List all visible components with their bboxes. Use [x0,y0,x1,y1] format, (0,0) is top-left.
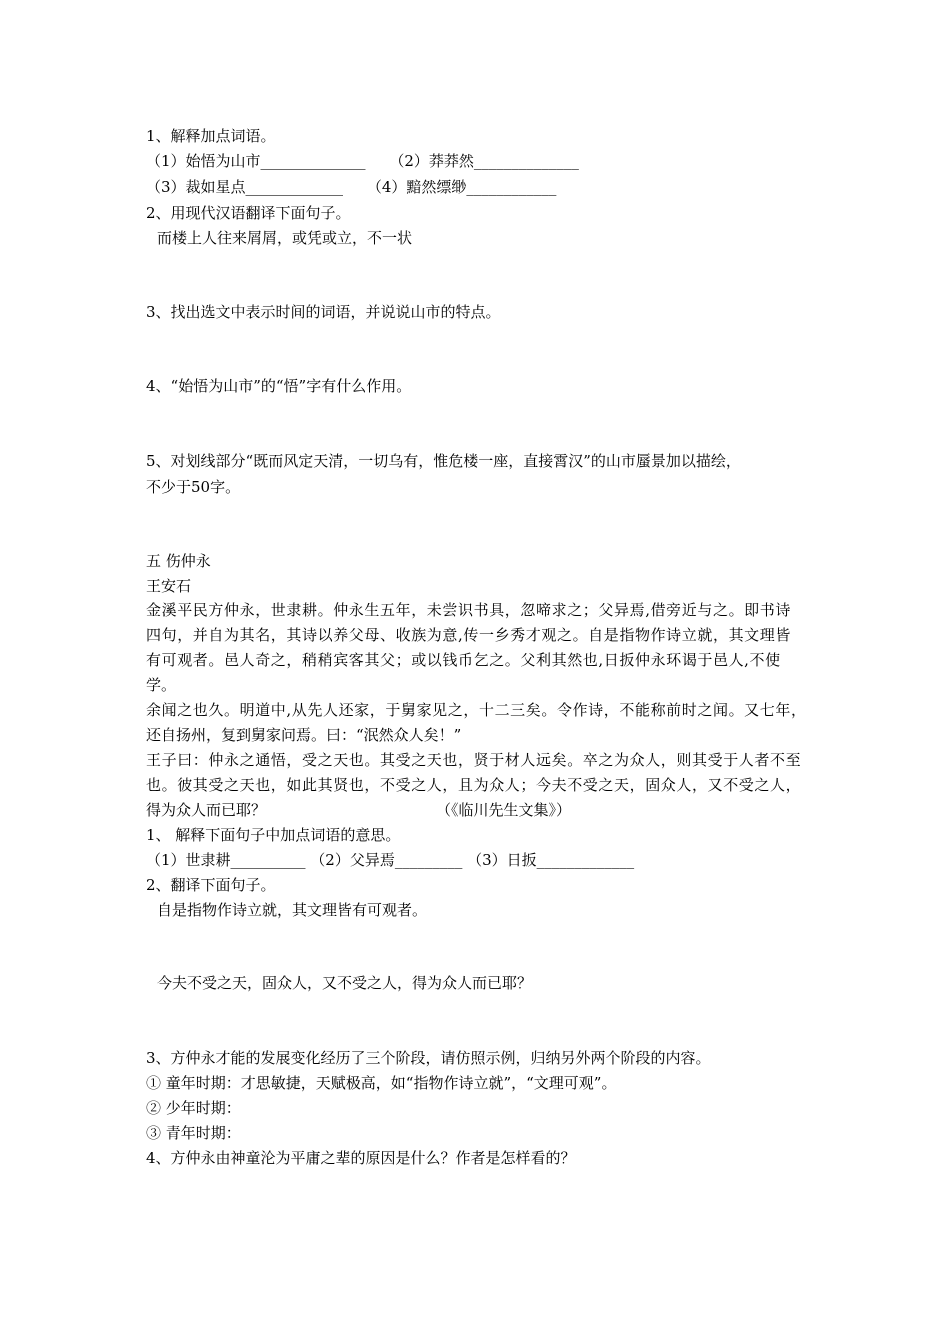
s4-q2-title: 2、用现代汉语翻译下面句子。 [146,204,351,222]
s4-q2-sentence: 而楼上人往来屑屑，或凭或立，不一状 [157,229,413,247]
s5-q2-sentence2: 今夫不受之天，固众人，又不受之人，得为众人而已耶？ [157,974,533,992]
s5-q3-item2: ② 少年时期： [146,1099,241,1117]
p1-line: 金溪平民方仲永，世隶耕。仲永生五年，未尝识书具，忽啼求之；父异焉,借旁近与之。即书诗 [146,601,791,619]
s4-q1-title: 1、解释加点词语。 [146,127,276,145]
p1-line: 四句，并自为其名，其诗以养父母、收族为意,传一乡秀才观之。自是指物作诗立就，其文理皆 [146,626,791,644]
p3-line: 也。彼其受之天也，如此其贤也，不受之人，且为众人；今夫不受之天，固众人，又不受之人， [146,776,802,794]
s5-q2-title: 2、翻译下面句子。 [146,876,276,894]
p1-line: 有可观者。邑人奇之，稍稍宾客其父；或以钱币乞之。父利其然也,日扳仲永环谒于邑人,不使 [146,651,781,669]
s5-q1-title: 1、 解释下面句子中加点词语的意思。 [146,826,401,844]
s5-q3-item1: ① 童年时期：才思敏捷，天赋极高，如“指物作诗立就”，“文理可观”。 [146,1074,617,1092]
p3-line: 得为众人而已耶？ [146,801,267,819]
p2-line: 余闻之也久。明道中,从先人还家，于舅家见之，十二三矣。令作诗，不能称前时之闻。又七年， [146,701,807,719]
p3-line: 王子曰：仲永之通悟，受之天也。其受之天也，贤于材人远矣。卒之为众人，则其受于人者不至 [146,751,802,769]
section-heading: 五 伤仲永 [146,552,211,570]
s5-q3-item3: ③ 青年时期： [146,1124,241,1142]
s4-q5-line1: 5、对划线部分“既而风定天清，一切乌有，惟危楼一座，直接霄汉”的山市蜃景加以描绘， [146,452,741,470]
s4-q4-title: 4、“始悟为山市”的“悟”字有什么作用。 [146,377,412,395]
s5-q2-sentence1: 自是指物作诗立就，其文理皆有可观者。 [157,901,428,919]
s4-q5-line2: 不少于50字。 [146,478,241,496]
p2-line: 还自扬州，复到舅家问焉。曰：“泯然众人矣！” [146,726,462,744]
author: 王安石 [146,577,192,595]
s5-q4-title: 4、方仲永由神童沦为平庸之辈的原因是什么？作者是怎样看的？ [146,1149,576,1167]
s4-q1-row1: （1）始悟为山市______________ （2）莽莽然______________ [146,152,579,170]
s4-q1-row2: （3）裁如星点_____________ （4）黯然缥缈____________ [146,178,557,196]
s5-q3-title: 3、方仲永才能的发展变化经历了三个阶段，请仿照示例，归纳另外两个阶段的内容。 [146,1049,711,1067]
p1-line: 学。 [146,676,177,694]
s5-q1-row: （1）世隶耕__________ （2）父异焉_________ （3）日扳_____________ [146,851,635,869]
source-citation: （《临川先生文集》） [436,801,572,819]
s4-q3-title: 3、找出选文中表示时间的词语，并说说山市的特点。 [146,303,501,321]
